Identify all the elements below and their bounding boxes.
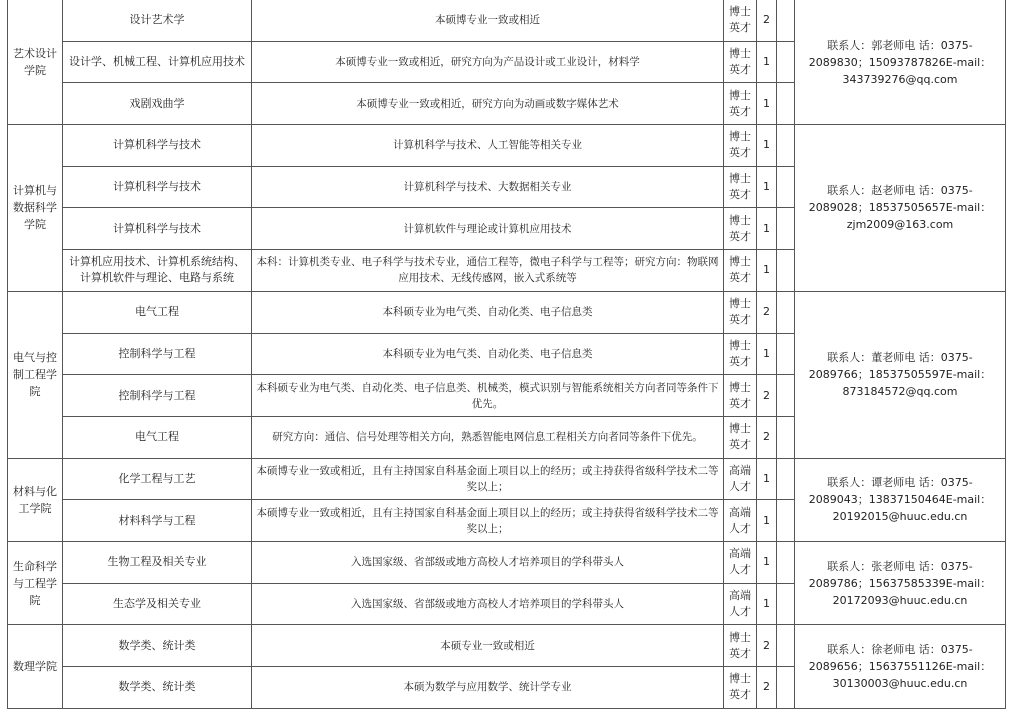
level-cell: 博士英才 [724, 208, 757, 250]
count-cell: 2 [757, 0, 777, 41]
count-cell: 1 [757, 41, 777, 83]
major-cell: 控制科学与工程 [63, 333, 252, 375]
contact-info: 联系人：徐老师电 话：0375-2089656；15637551126E-mail：30130003@huuc.edu.cn [795, 625, 1006, 708]
level-cell: 博士英才 [724, 375, 757, 417]
spacer-cell [777, 83, 795, 125]
level-cell: 高端人才 [724, 583, 757, 625]
spacer-cell [777, 250, 795, 292]
spacer-cell [777, 125, 795, 167]
college-name: 数理学院 [8, 625, 63, 708]
college-name: 生命科学与工程学院 [8, 541, 63, 624]
college-name: 电气与控制工程学院 [8, 291, 63, 458]
recruitment-table [7, 0, 1006, 709]
major-cell: 设计学、机械工程、计算机应用技术 [63, 41, 252, 83]
major-cell: 控制科学与工程 [63, 375, 252, 417]
level-cell: 高端人才 [724, 500, 757, 542]
level-cell: 博士英才 [724, 250, 757, 292]
contact-info: 联系人：张老师电 话：0375-2089786；15637585339E-mail：20172093@huuc.edu.cn [795, 541, 1006, 624]
major-cell: 计算机应用技术、计算机系统结构、计算机软件与理论、电路与系统 [63, 250, 252, 292]
requirement-cell: 本硕博专业一致或相近，研究方向为动画或数字媒体艺术 [252, 83, 724, 125]
requirement-cell: 入选国家级、省部级或地方高校人才培养项目的学科带头人 [252, 583, 724, 625]
count-cell: 2 [757, 625, 777, 667]
requirement-cell: 本硕专业一致或相近 [252, 625, 724, 667]
requirement-cell: 本科：计算机类专业、电子科学与技术专业，通信工程等，微电子科学与工程等；研究方向：物联网应用技术、无线传感网，嵌入式系统等 [252, 250, 724, 292]
major-cell: 材料科学与工程 [63, 500, 252, 542]
spacer-cell [777, 0, 795, 41]
spacer-cell [777, 500, 795, 542]
spacer-cell [777, 166, 795, 208]
requirement-cell: 本硕博专业一致或相近，且有主持国家自科基金面上项目以上的经历；或主持获得省级科学技术二等奖以上； [252, 458, 724, 500]
level-cell: 博士英才 [724, 0, 757, 41]
requirement-cell: 本硕博专业一致或相近，研究方向为产品设计或工业设计，材料学 [252, 41, 724, 83]
spacer-cell [777, 291, 795, 333]
level-cell: 博士英才 [724, 667, 757, 709]
college-name: 计算机与数据科学学院 [8, 125, 63, 292]
table-row [8, 125, 1006, 167]
major-cell: 生态学及相关专业 [63, 583, 252, 625]
count-cell: 2 [757, 416, 777, 458]
count-cell: 1 [757, 333, 777, 375]
major-cell: 设计艺术学 [63, 0, 252, 41]
count-cell: 1 [757, 83, 777, 125]
count-cell: 1 [757, 250, 777, 292]
requirement-cell: 本科硕专业为电气类、自动化类、电子信息类、机械类，模式识别与智能系统相关方向者同等条件下优先。 [252, 375, 724, 417]
level-cell: 博士英才 [724, 416, 757, 458]
major-cell: 戏剧戏曲学 [63, 83, 252, 125]
requirement-cell: 计算机软件与理论或计算机应用技术 [252, 208, 724, 250]
count-cell: 1 [757, 500, 777, 542]
college-name: 材料与化工学院 [8, 458, 63, 541]
level-cell: 博士英才 [724, 625, 757, 667]
major-cell: 计算机科学与技术 [63, 166, 252, 208]
count-cell: 2 [757, 375, 777, 417]
spacer-cell [777, 541, 795, 583]
count-cell: 2 [757, 667, 777, 709]
requirement-cell: 计算机科学与技术、大数据相关专业 [252, 166, 724, 208]
table-row [8, 458, 1006, 500]
table-row [8, 291, 1006, 333]
level-cell: 高端人才 [724, 458, 757, 500]
spacer-cell [777, 667, 795, 709]
spacer-cell [777, 458, 795, 500]
table-row [8, 541, 1006, 583]
level-cell: 博士英才 [724, 41, 757, 83]
major-cell: 数学类、统计类 [63, 625, 252, 667]
level-cell: 博士英才 [724, 291, 757, 333]
spacer-cell [777, 375, 795, 417]
spacer-cell [777, 416, 795, 458]
spacer-cell [777, 333, 795, 375]
level-cell: 博士英才 [724, 166, 757, 208]
major-cell: 计算机科学与技术 [63, 208, 252, 250]
requirement-cell: 本硕博专业一致或相近，且有主持国家自科基金面上项目以上的经历；或主持获得省级科学技术二等奖以上； [252, 500, 724, 542]
requirement-cell: 研究方向：通信、信号处理等相关方向，熟悉智能电网信息工程相关方向者同等条件下优先。 [252, 416, 724, 458]
spacer-cell [777, 583, 795, 625]
requirement-cell: 本硕博专业一致或相近 [252, 0, 724, 41]
major-cell: 生物工程及相关专业 [63, 541, 252, 583]
requirement-cell: 入选国家级、省部级或地方高校人才培养项目的学科带头人 [252, 541, 724, 583]
count-cell: 1 [757, 125, 777, 167]
count-cell: 1 [757, 208, 777, 250]
count-cell: 2 [757, 291, 777, 333]
spacer-cell [777, 41, 795, 83]
major-cell: 计算机科学与技术 [63, 125, 252, 167]
count-cell: 1 [757, 583, 777, 625]
contact-info: 联系人：谭老师电 话：0375-2089043；13837150464E-mail：20192015@huuc.edu.cn [795, 458, 1006, 541]
contact-info: 联系人：郭老师电 话：0375-2089830；15093787826E-mail：343739276@qq.com [795, 0, 1006, 125]
level-cell: 博士英才 [724, 83, 757, 125]
spacer-cell [777, 625, 795, 667]
level-cell: 博士英才 [724, 333, 757, 375]
requirement-cell: 本硕为数学与应用数学、统计学专业 [252, 667, 724, 709]
college-name: 艺术设计学院 [8, 0, 63, 125]
requirement-cell: 本科硕专业为电气类、自动化类、电子信息类 [252, 291, 724, 333]
requirement-cell: 计算机科学与技术、人工智能等相关专业 [252, 125, 724, 167]
level-cell: 博士英才 [724, 125, 757, 167]
table-row [8, 0, 1006, 41]
level-cell: 高端人才 [724, 541, 757, 583]
contact-info: 联系人：赵老师电 话：0375-2089028；18537505657E-mail：zjm2009@163.com [795, 125, 1006, 292]
major-cell: 电气工程 [63, 416, 252, 458]
table-row [8, 625, 1006, 667]
major-cell: 数学类、统计类 [63, 667, 252, 709]
count-cell: 1 [757, 458, 777, 500]
spacer-cell [777, 208, 795, 250]
major-cell: 电气工程 [63, 291, 252, 333]
requirement-cell: 本科硕专业为电气类、自动化类、电子信息类 [252, 333, 724, 375]
count-cell: 1 [757, 166, 777, 208]
major-cell: 化学工程与工艺 [63, 458, 252, 500]
count-cell: 1 [757, 541, 777, 583]
contact-info: 联系人：董老师电 话：0375-2089766；18537505597E-mail：873184572@qq.com [795, 291, 1006, 458]
